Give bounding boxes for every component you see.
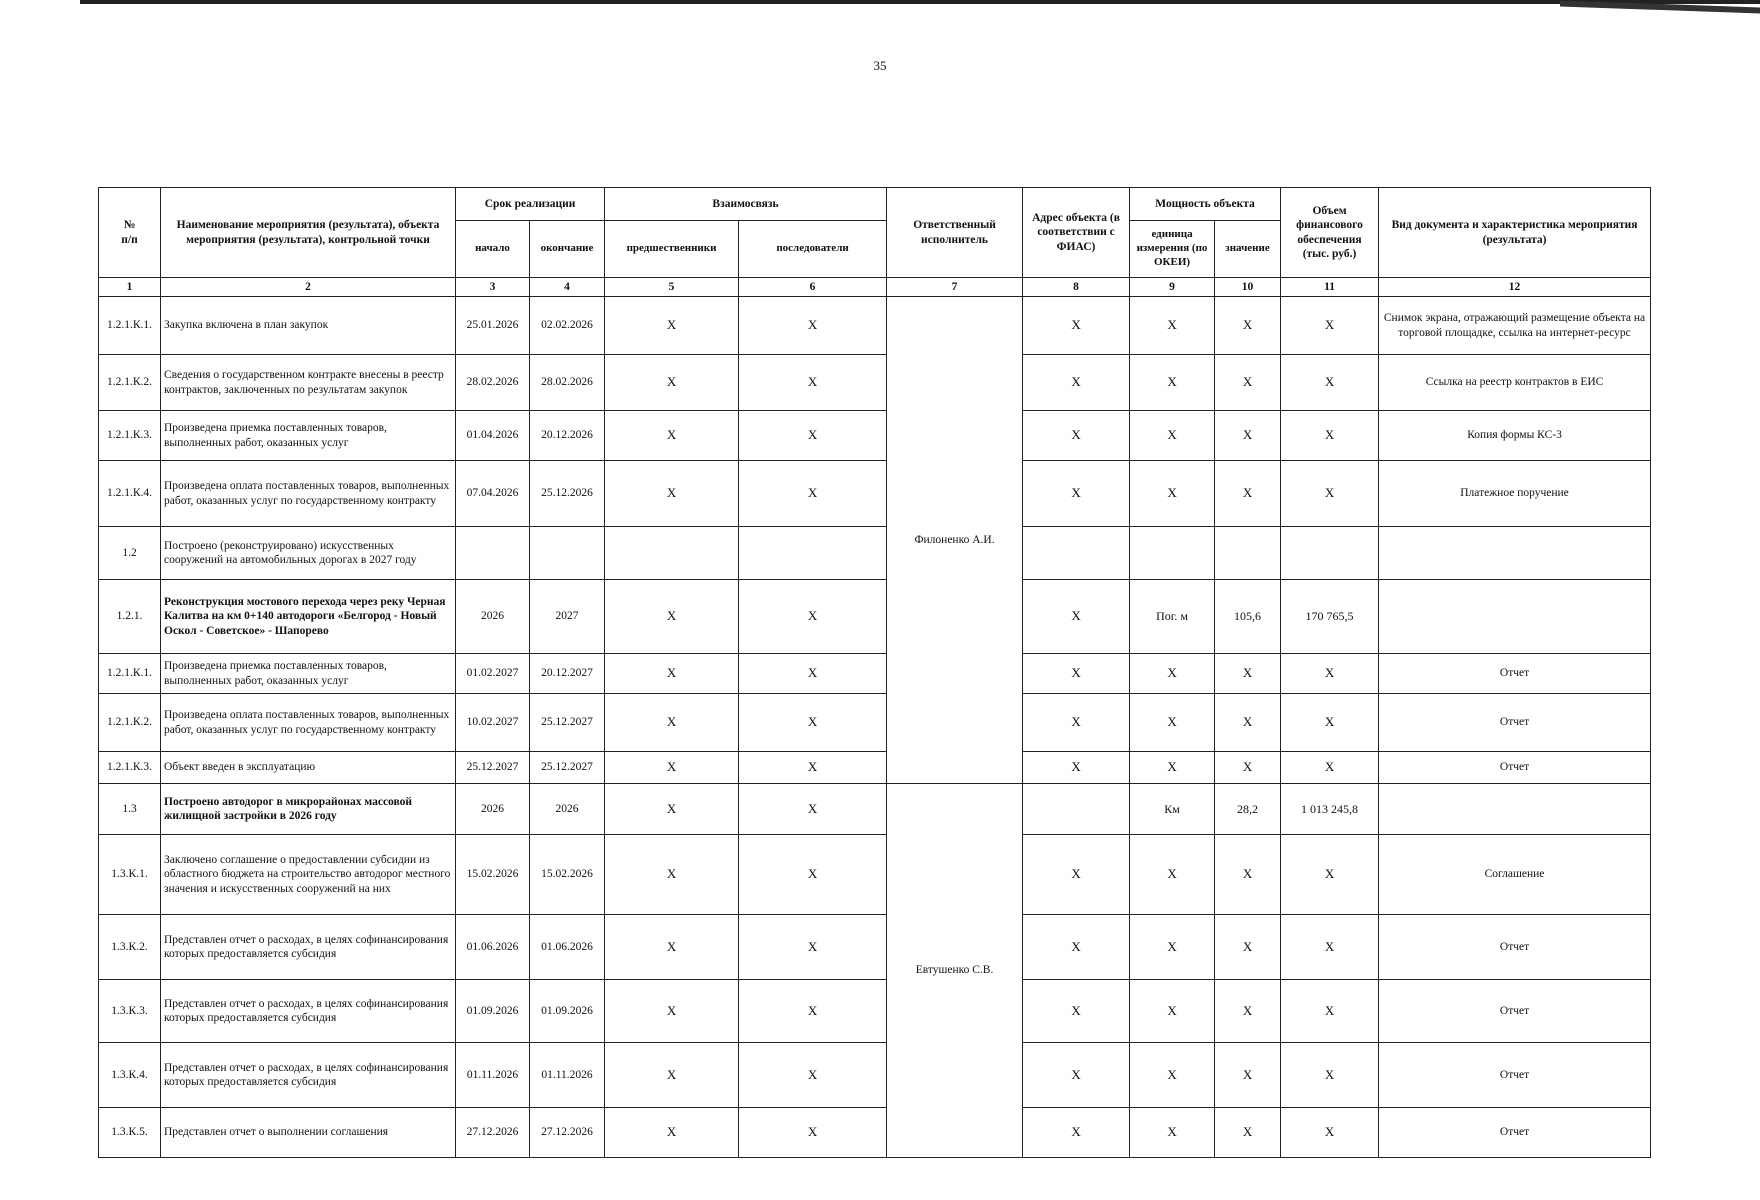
row-name: Сведения о государственном контракте внесены в реестр контрактов, заключенных по результатам закупок bbox=[161, 355, 456, 411]
row-unit: X bbox=[1130, 915, 1215, 980]
row-name: Объект введен в эксплуатацию bbox=[161, 752, 456, 784]
row-document: Копия формы КС-3 bbox=[1379, 411, 1651, 461]
table-row bbox=[99, 1108, 1651, 1158]
row-address: X bbox=[1023, 297, 1130, 355]
column-number: 12 bbox=[1379, 278, 1651, 297]
table-row bbox=[99, 784, 1651, 835]
header-predecessors: предшественники bbox=[605, 221, 739, 278]
row-value: X bbox=[1215, 752, 1281, 784]
row-end-date: 15.02.2026 bbox=[530, 835, 605, 915]
row-value: 105,6 bbox=[1215, 580, 1281, 654]
plan-table bbox=[98, 187, 1651, 1158]
row-successors: X bbox=[739, 461, 887, 527]
row-end-date: 01.09.2026 bbox=[530, 980, 605, 1043]
column-number: 3 bbox=[456, 278, 530, 297]
column-number: 2 bbox=[161, 278, 456, 297]
header-num: № п/п bbox=[99, 188, 161, 278]
row-address: X bbox=[1023, 1108, 1130, 1158]
header-capacity: Мощность объекта bbox=[1130, 188, 1281, 221]
row-unit: X bbox=[1130, 411, 1215, 461]
header-name: Наименование мероприятия (результата), объекта мероприятия (результата), контрольной точки bbox=[161, 188, 456, 278]
row-value: X bbox=[1215, 461, 1281, 527]
row-successors: X bbox=[739, 694, 887, 752]
row-name: Построено автодорог в микрорайонах массовой жилищной застройки в 2026 году bbox=[161, 784, 456, 835]
row-document bbox=[1379, 527, 1651, 580]
row-successors: X bbox=[739, 835, 887, 915]
row-value: 28,2 bbox=[1215, 784, 1281, 835]
row-end-date: 27.12.2026 bbox=[530, 1108, 605, 1158]
header-funding: Объем финансового обеспечения (тыс. руб.) bbox=[1281, 188, 1379, 278]
row-number: 1.3.К.1. bbox=[99, 835, 161, 915]
row-name: Представлен отчет о выполнении соглашения bbox=[161, 1108, 456, 1158]
row-end-date: 2026 bbox=[530, 784, 605, 835]
row-predecessors: X bbox=[605, 355, 739, 411]
row-funding: X bbox=[1281, 980, 1379, 1043]
row-number: 1.3.К.5. bbox=[99, 1108, 161, 1158]
row-address: X bbox=[1023, 835, 1130, 915]
column-number-row bbox=[99, 278, 1651, 297]
column-number: 6 bbox=[739, 278, 887, 297]
row-end-date: 02.02.2026 bbox=[530, 297, 605, 355]
row-start-date bbox=[456, 527, 530, 580]
row-successors: X bbox=[739, 1043, 887, 1108]
table-row bbox=[99, 1043, 1651, 1108]
row-document: Отчет bbox=[1379, 1043, 1651, 1108]
row-number: 1.2 bbox=[99, 527, 161, 580]
row-name: Представлен отчет о расходах, в целях софинансирования которых предоставляется субсидия bbox=[161, 980, 456, 1043]
row-address: X bbox=[1023, 1043, 1130, 1108]
row-unit: X bbox=[1130, 1108, 1215, 1158]
row-predecessors: X bbox=[605, 784, 739, 835]
row-funding: X bbox=[1281, 411, 1379, 461]
table-row bbox=[99, 297, 1651, 355]
table-row bbox=[99, 694, 1651, 752]
row-address: X bbox=[1023, 980, 1130, 1043]
row-funding: X bbox=[1281, 752, 1379, 784]
row-number: 1.2.1.К.4. bbox=[99, 461, 161, 527]
row-name: Построено (реконструировано) искусственных сооружений на автомобильных дорогах в 2027 году bbox=[161, 527, 456, 580]
row-funding: X bbox=[1281, 461, 1379, 527]
row-name: Произведена оплата поставленных товаров, выполненных работ, оказанных услуг по государственному контракту bbox=[161, 461, 456, 527]
row-start-date: 25.12.2027 bbox=[456, 752, 530, 784]
row-funding: X bbox=[1281, 355, 1379, 411]
row-start-date: 01.09.2026 bbox=[456, 980, 530, 1043]
row-unit: Пог. м bbox=[1130, 580, 1215, 654]
row-address bbox=[1023, 527, 1130, 580]
table-row bbox=[99, 527, 1651, 580]
row-unit: Км bbox=[1130, 784, 1215, 835]
table-row bbox=[99, 461, 1651, 527]
row-value: X bbox=[1215, 835, 1281, 915]
row-successors: X bbox=[739, 1108, 887, 1158]
header-start: начало bbox=[456, 221, 530, 278]
row-successors: X bbox=[739, 411, 887, 461]
row-document: Отчет bbox=[1379, 752, 1651, 784]
row-number: 1.2.1.К.2. bbox=[99, 694, 161, 752]
column-number: 10 bbox=[1215, 278, 1281, 297]
row-unit: X bbox=[1130, 297, 1215, 355]
row-name: Реконструкция мостового перехода через реку Черная Калитва на км 0+140 автодороги «Белгород - Новый Оскол - Советское» - Шапорево bbox=[161, 580, 456, 654]
row-value: X bbox=[1215, 411, 1281, 461]
row-document: Отчет bbox=[1379, 654, 1651, 694]
row-name: Закупка включена в план закупок bbox=[161, 297, 456, 355]
row-number: 1.2.1.К.2. bbox=[99, 355, 161, 411]
row-name: Произведена оплата поставленных товаров, выполненных работ, оказанных услуг по государственному контракту bbox=[161, 694, 456, 752]
header-address: Адрес объекта (в соответствии с ФИАС) bbox=[1023, 188, 1130, 278]
row-predecessors: X bbox=[605, 580, 739, 654]
row-funding: X bbox=[1281, 915, 1379, 980]
row-successors: X bbox=[739, 784, 887, 835]
row-address: X bbox=[1023, 915, 1130, 980]
row-successors: X bbox=[739, 980, 887, 1043]
row-funding bbox=[1281, 527, 1379, 580]
row-document: Платежное поручение bbox=[1379, 461, 1651, 527]
row-address: X bbox=[1023, 355, 1130, 411]
row-unit: X bbox=[1130, 835, 1215, 915]
row-value: X bbox=[1215, 1108, 1281, 1158]
row-address: X bbox=[1023, 461, 1130, 527]
row-document: Отчет bbox=[1379, 1108, 1651, 1158]
row-number: 1.2.1.К.1. bbox=[99, 654, 161, 694]
row-document: Отчет bbox=[1379, 980, 1651, 1043]
row-address: X bbox=[1023, 580, 1130, 654]
row-unit: X bbox=[1130, 980, 1215, 1043]
row-start-date: 2026 bbox=[456, 784, 530, 835]
row-address: X bbox=[1023, 694, 1130, 752]
column-number: 8 bbox=[1023, 278, 1130, 297]
row-predecessors: X bbox=[605, 752, 739, 784]
row-funding: 1 013 245,8 bbox=[1281, 784, 1379, 835]
row-predecessors: X bbox=[605, 1043, 739, 1108]
row-start-date: 2026 bbox=[456, 580, 530, 654]
row-unit: X bbox=[1130, 355, 1215, 411]
row-funding: X bbox=[1281, 654, 1379, 694]
row-end-date: 25.12.2027 bbox=[530, 752, 605, 784]
column-number: 9 bbox=[1130, 278, 1215, 297]
row-unit bbox=[1130, 527, 1215, 580]
row-end-date: 01.11.2026 bbox=[530, 1043, 605, 1108]
row-name: Заключено соглашение о предоставлении субсидии из областного бюджета на строительство автодорог местного значения и искусственных сооружений на них bbox=[161, 835, 456, 915]
row-start-date: 28.02.2026 bbox=[456, 355, 530, 411]
row-value: X bbox=[1215, 694, 1281, 752]
row-end-date: 20.12.2027 bbox=[530, 654, 605, 694]
row-start-date: 01.11.2026 bbox=[456, 1043, 530, 1108]
row-end-date: 25.12.2026 bbox=[530, 461, 605, 527]
row-end-date: 28.02.2026 bbox=[530, 355, 605, 411]
table-row bbox=[99, 835, 1651, 915]
table-row bbox=[99, 752, 1651, 784]
row-name: Произведена приемка поставленных товаров, выполненных работ, оказанных услуг bbox=[161, 411, 456, 461]
row-address bbox=[1023, 784, 1130, 835]
row-successors: X bbox=[739, 355, 887, 411]
column-number: 1 bbox=[99, 278, 161, 297]
row-successors bbox=[739, 527, 887, 580]
row-number: 1.2.1. bbox=[99, 580, 161, 654]
row-unit: X bbox=[1130, 461, 1215, 527]
row-number: 1.2.1.К.3. bbox=[99, 752, 161, 784]
header-doc: Вид документа и характеристика мероприятия (результата) bbox=[1379, 188, 1651, 278]
row-funding: X bbox=[1281, 1108, 1379, 1158]
row-predecessors bbox=[605, 527, 739, 580]
row-name: Произведена приемка поставленных товаров, выполненных работ, оказанных услуг bbox=[161, 654, 456, 694]
table-row bbox=[99, 980, 1651, 1043]
row-predecessors: X bbox=[605, 461, 739, 527]
row-number: 1.2.1.К.1. bbox=[99, 297, 161, 355]
row-number: 1.2.1.К.3. bbox=[99, 411, 161, 461]
row-address: X bbox=[1023, 752, 1130, 784]
row-unit: X bbox=[1130, 752, 1215, 784]
row-end-date: 01.06.2026 bbox=[530, 915, 605, 980]
row-end-date: 20.12.2026 bbox=[530, 411, 605, 461]
row-value: X bbox=[1215, 915, 1281, 980]
column-number: 4 bbox=[530, 278, 605, 297]
row-document bbox=[1379, 784, 1651, 835]
header-responsible: Ответственный исполнитель bbox=[887, 188, 1023, 278]
row-successors: X bbox=[739, 752, 887, 784]
row-predecessors: X bbox=[605, 297, 739, 355]
header-value: значение bbox=[1215, 221, 1281, 278]
row-value: X bbox=[1215, 1043, 1281, 1108]
scan-edge-line bbox=[80, 0, 1760, 4]
row-value: X bbox=[1215, 297, 1281, 355]
row-predecessors: X bbox=[605, 411, 739, 461]
row-document: Отчет bbox=[1379, 915, 1651, 980]
row-funding: X bbox=[1281, 835, 1379, 915]
row-name: Представлен отчет о расходах, в целях софинансирования которых предоставляется субсидия bbox=[161, 1043, 456, 1108]
row-unit: X bbox=[1130, 1043, 1215, 1108]
row-unit: X bbox=[1130, 654, 1215, 694]
row-funding: X bbox=[1281, 694, 1379, 752]
header-period: Срок реализации bbox=[456, 188, 605, 221]
column-number: 7 bbox=[887, 278, 1023, 297]
table-row bbox=[99, 580, 1651, 654]
row-name: Представлен отчет о расходах, в целях софинансирования которых предоставляется субсидия bbox=[161, 915, 456, 980]
row-unit: X bbox=[1130, 694, 1215, 752]
row-document: Ссылка на реестр контрактов в ЕИС bbox=[1379, 355, 1651, 411]
row-funding: X bbox=[1281, 297, 1379, 355]
row-value: X bbox=[1215, 980, 1281, 1043]
row-start-date: 01.04.2026 bbox=[456, 411, 530, 461]
row-funding: X bbox=[1281, 1043, 1379, 1108]
row-document: Отчет bbox=[1379, 694, 1651, 752]
row-end-date bbox=[530, 527, 605, 580]
row-predecessors: X bbox=[605, 915, 739, 980]
row-predecessors: X bbox=[605, 654, 739, 694]
row-successors: X bbox=[739, 297, 887, 355]
row-funding: 170 765,5 bbox=[1281, 580, 1379, 654]
row-value: X bbox=[1215, 355, 1281, 411]
row-start-date: 01.02.2027 bbox=[456, 654, 530, 694]
row-start-date: 25.01.2026 bbox=[456, 297, 530, 355]
row-document: Соглашение bbox=[1379, 835, 1651, 915]
header-unit: единица измерения (по ОКЕИ) bbox=[1130, 221, 1215, 278]
row-document bbox=[1379, 580, 1651, 654]
row-address: X bbox=[1023, 411, 1130, 461]
row-number: 1.3.К.4. bbox=[99, 1043, 161, 1108]
row-number: 1.3.К.3. bbox=[99, 980, 161, 1043]
header-end: окончание bbox=[530, 221, 605, 278]
row-successors: X bbox=[739, 915, 887, 980]
row-start-date: 01.06.2026 bbox=[456, 915, 530, 980]
table-row bbox=[99, 915, 1651, 980]
row-predecessors: X bbox=[605, 694, 739, 752]
row-number: 1.3.К.2. bbox=[99, 915, 161, 980]
table-row bbox=[99, 654, 1651, 694]
responsible-executor: Евтушенко С.В. bbox=[887, 784, 1023, 1158]
row-predecessors: X bbox=[605, 1108, 739, 1158]
row-start-date: 10.02.2027 bbox=[456, 694, 530, 752]
header-relation: Взаимосвязь bbox=[605, 188, 887, 221]
responsible-executor: Филоненко А.И. bbox=[887, 297, 1023, 784]
column-number: 11 bbox=[1281, 278, 1379, 297]
row-value: X bbox=[1215, 654, 1281, 694]
row-number: 1.3 bbox=[99, 784, 161, 835]
row-document: Снимок экрана, отражающий размещение объекта на торговой площадке, ссылка на интернет-ресурс bbox=[1379, 297, 1651, 355]
row-predecessors: X bbox=[605, 980, 739, 1043]
row-start-date: 27.12.2026 bbox=[456, 1108, 530, 1158]
row-address: X bbox=[1023, 654, 1130, 694]
page-number: 35 bbox=[873, 58, 887, 73]
column-number: 5 bbox=[605, 278, 739, 297]
table-row bbox=[99, 355, 1651, 411]
row-end-date: 2027 bbox=[530, 580, 605, 654]
row-predecessors: X bbox=[605, 835, 739, 915]
row-successors: X bbox=[739, 654, 887, 694]
row-value bbox=[1215, 527, 1281, 580]
row-end-date: 25.12.2027 bbox=[530, 694, 605, 752]
header-successors: последователи bbox=[739, 221, 887, 278]
row-start-date: 15.02.2026 bbox=[456, 835, 530, 915]
row-successors: X bbox=[739, 580, 887, 654]
table-row bbox=[99, 411, 1651, 461]
row-start-date: 07.04.2026 bbox=[456, 461, 530, 527]
